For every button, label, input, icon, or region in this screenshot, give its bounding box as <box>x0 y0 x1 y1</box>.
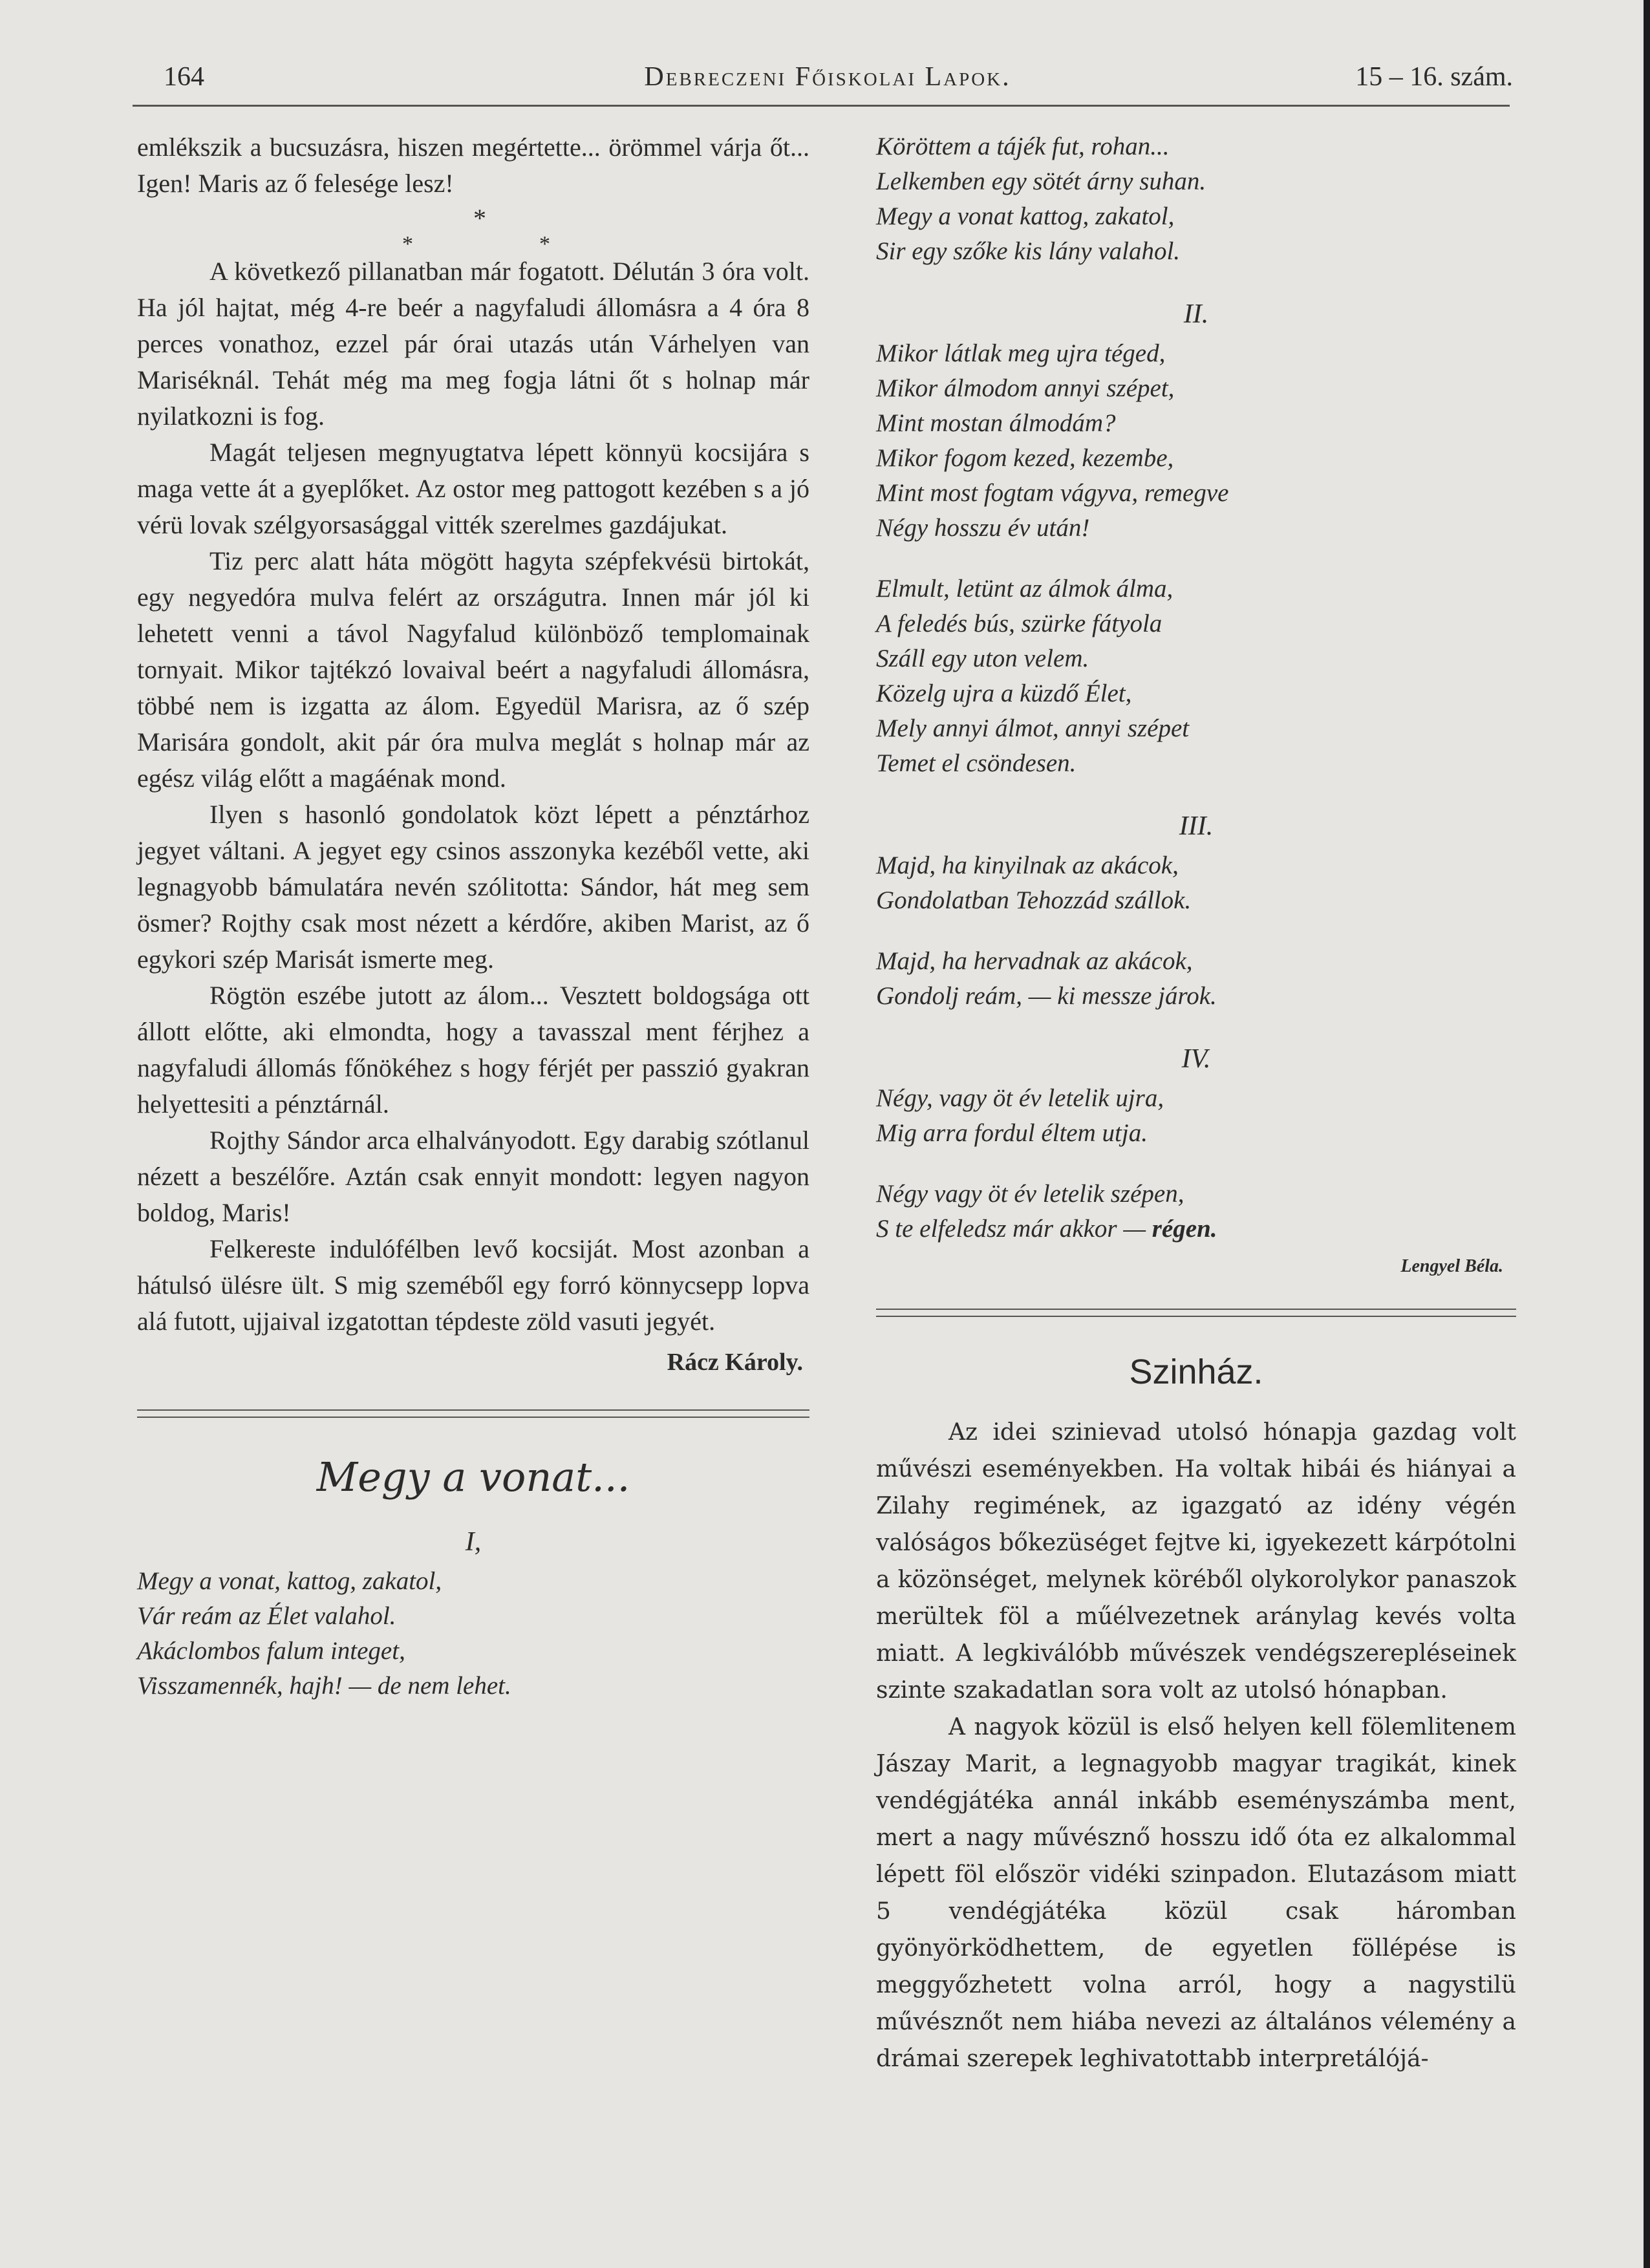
poem-stanza <box>876 1081 1516 1151</box>
double-rule <box>876 1309 1516 1317</box>
verse-line: Négy vagy öt év letelik szépen, <box>876 1180 1184 1208</box>
double-rule <box>137 1409 809 1418</box>
poem-stanza <box>876 572 1516 781</box>
story-paragraph: Tiz perc alatt háta mögött hagyta szépfekvésü birtokát, egy negyedóra mulva felért az országutra. Innen már jól ki lehetett venni a távol Nagyfalud különböző templomainak tornyait. Mikor tajtékzó lovaival beért a nagyfaludi állomásra, többé nem is izgatta az álom. Egyedül Marisra, az ő szép Marisára gondolt, akit pár óra mulva meglát s holnap már az egész világ előtt a magáénak mond. <box>137 546 809 793</box>
verse-line: Közelg ujra a küzdő Élet, <box>876 679 1132 707</box>
story-paragraph: Magát teljesen megnyugtatva lépett könnyü kocsijára s maga vette át a gyeplőket. Az ostor meg pattogott kezében s a jó vérü lovak szélgyorsasággal vitték szerelmes gazdájukat. <box>137 438 809 539</box>
verse-line: Megy a vonat, kattog, zakatol, <box>137 1567 442 1595</box>
section-break-stars <box>137 202 809 256</box>
story-paragraph: Rojthy Sándor arca elhalványodott. Egy darabig szótlanul nézett a beszélőre. Aztán csak ennyit mondott: legyen nagyon boldog, Maris! <box>137 1126 809 1227</box>
issue-number: 15 – 16. szám. <box>1355 62 1513 92</box>
verse-line: Sir egy szőke kis lány valahol. <box>876 237 1181 265</box>
journal-title: Debreczeni Főiskolai Lapok. <box>644 62 1011 92</box>
verse-line: Vár reám az Élet valahol. <box>137 1602 396 1630</box>
verse-line <box>876 1212 1516 1246</box>
verse-text: S te elfeledsz már akkor — <box>876 1215 1152 1243</box>
verse-emphasis: régen. <box>1152 1215 1217 1243</box>
verse-line: Gondolatban Tehozzád szállok. <box>876 886 1192 914</box>
star: * <box>402 232 413 256</box>
verse-line: Mint most fogtam vágyva, remegve <box>876 479 1229 507</box>
verse-line: Elmult, letünt az álmok álma, <box>876 575 1173 603</box>
poem-stanza <box>137 1564 809 1704</box>
poem-stanza <box>876 1177 1516 1246</box>
poem-stanza <box>876 848 1516 918</box>
verse-line: Négy hosszu év után! <box>876 514 1090 542</box>
poem-part-number: II. <box>1183 299 1209 329</box>
poem-part-number: III. <box>1179 811 1214 841</box>
verse-line: Megy a vonat kattog, zakatol, <box>876 202 1175 230</box>
verse-line: Mint mostan álmodám? <box>876 409 1116 437</box>
left-column <box>137 129 809 1729</box>
theatre-paragraph: A nagyok közül is első helyen kell fölemlitenem Jászay Marit, a legnagyobb magyar tragikát, kinek vendégjátéka annál inkább eseményszámba ment, mert a nagy művésznő hosszu idő óta ez alkalommal lépett föl először vidéki szinpadon. Elutazásom miatt 5 vendégjátéka közül csak háromban gyönyörködhettem, de egyetlen föllépése is meggyőzhetett volna arról, hogy a nagystilü művésznőt nem hiába nevezi az általános vélemény a drámai szerepek leghivatottabb interpretálójá- <box>876 1714 1516 2072</box>
section-title: Szinház. <box>1129 1353 1263 1391</box>
verse-line: Mikor látlak meg ujra téged, <box>876 339 1166 367</box>
verse-line: Mikor álmodom annyi szépet, <box>876 374 1175 402</box>
verse-line: Gondolj reám, — ki messze járok. <box>876 982 1217 1010</box>
poem-signature: Lengyel Béla. <box>1400 1256 1503 1276</box>
verse-line: Majd, ha hervadnak az akácok, <box>876 947 1193 975</box>
page-number: 164 <box>164 62 204 92</box>
verse-line: Száll egy uton velem. <box>876 645 1089 672</box>
verse-line: Majd, ha kinyilnak az akácok, <box>876 851 1179 879</box>
poem-stanza <box>876 336 1516 546</box>
verse-line: A feledés bús, szürke fátyola <box>876 610 1162 637</box>
page-edge-shadow <box>1644 0 1650 2268</box>
poem-title: Megy a vonat... <box>316 1453 630 1501</box>
star: * <box>473 204 486 233</box>
poem-stanza <box>876 129 1516 269</box>
poem-part-number: IV. <box>1181 1044 1211 1074</box>
verse-line: Mig arra fordul éltem utja. <box>876 1119 1148 1147</box>
page-header <box>133 61 1523 107</box>
verse-line: Mikor fogom kezed, kezembe, <box>876 444 1174 472</box>
verse-line: Akáclombos falum integet, <box>137 1637 405 1665</box>
verse-line: Visszamennék, hajh! — de nem lehet. <box>137 1672 511 1700</box>
story-signature: Rácz Károly. <box>667 1349 803 1376</box>
story-paragraph: Ilyen s hasonló gondolatok közt lépett a pénztárhoz jegyet váltani. A jegyet egy csinos asszonyka kezéből vette, aki legnagyobb bámulatára nevén szólitotta: Sándor, hát meg sem ösmer? Rojthy csak most nézett a kérdőre, akiben Marist, az ő egykori szép Marisát ismerte meg. <box>137 800 809 974</box>
right-column <box>876 129 1516 2077</box>
theatre-paragraph: Az idei szinievad utolsó hónapja gazdag volt művészi eseményekben. Ha voltak hibái és hiányai a Zilahy regimének, az igazgató az idény végén valóságos bőkezüséget fejtve ki, igyekezett kárpótolni a közönséget, melynek köréből olykorolykor panaszok merültek föl a műélvezetnek aránylag kevés volta miatt. A legkiválóbb művészek vendégszerepléseinek szinte szakadatlan sora volt az utolsó hónapban. <box>876 1419 1516 1704</box>
story-paragraph: Rögtön eszébe jutott az álom... Vesztett boldogsága ott állott előtte, aki elmondta, hogy a tavasszal ment férjhez a nagyfaludi állomás főnökéhez s hogy férjét per passzió gyakran helyettesiti a pénztárnál. <box>137 981 809 1118</box>
poem-part-number: I, <box>465 1527 482 1557</box>
verse-line: Lelkemben egy sötét árny suhan. <box>876 167 1206 195</box>
verse-line: Mely annyi álmot, annyi szépet <box>876 714 1190 742</box>
story-paragraph: emlékszik a bucsuzásra, hiszen megértette... örömmel várja őt... Igen! Maris az ő felesége lesz! <box>137 133 809 198</box>
poem-stanza <box>876 944 1516 1014</box>
verse-line: Négy, vagy öt év letelik ujra, <box>876 1084 1164 1112</box>
star: * <box>539 232 550 256</box>
verse-line: Temet el csöndesen. <box>876 749 1077 777</box>
story-paragraph: A következő pillanatban már fogatott. Délután 3 óra volt. Ha jól hajtat, még 4-re beér a nagyfaludi állomásra a 4 óra 8 perces vonathoz, ezzel pár órai utazás után Várhelyen van Mariséknál. Tehát még ma meg fogja látni őt s holnap már nyilatkozni is fog. <box>137 257 809 431</box>
verse-line: Köröttem a tájék fut, rohan... <box>876 133 1170 160</box>
header-rule <box>133 105 1510 107</box>
story-paragraph: Felkereste indulófélben levő kocsiját. Most azonban a hátulsó ülésre ült. S mig szeméből egy forró könnycsepp lopva alá futott, ujjaival izgatottan tépdeste zöld vasuti jegyét. <box>137 1234 809 1336</box>
